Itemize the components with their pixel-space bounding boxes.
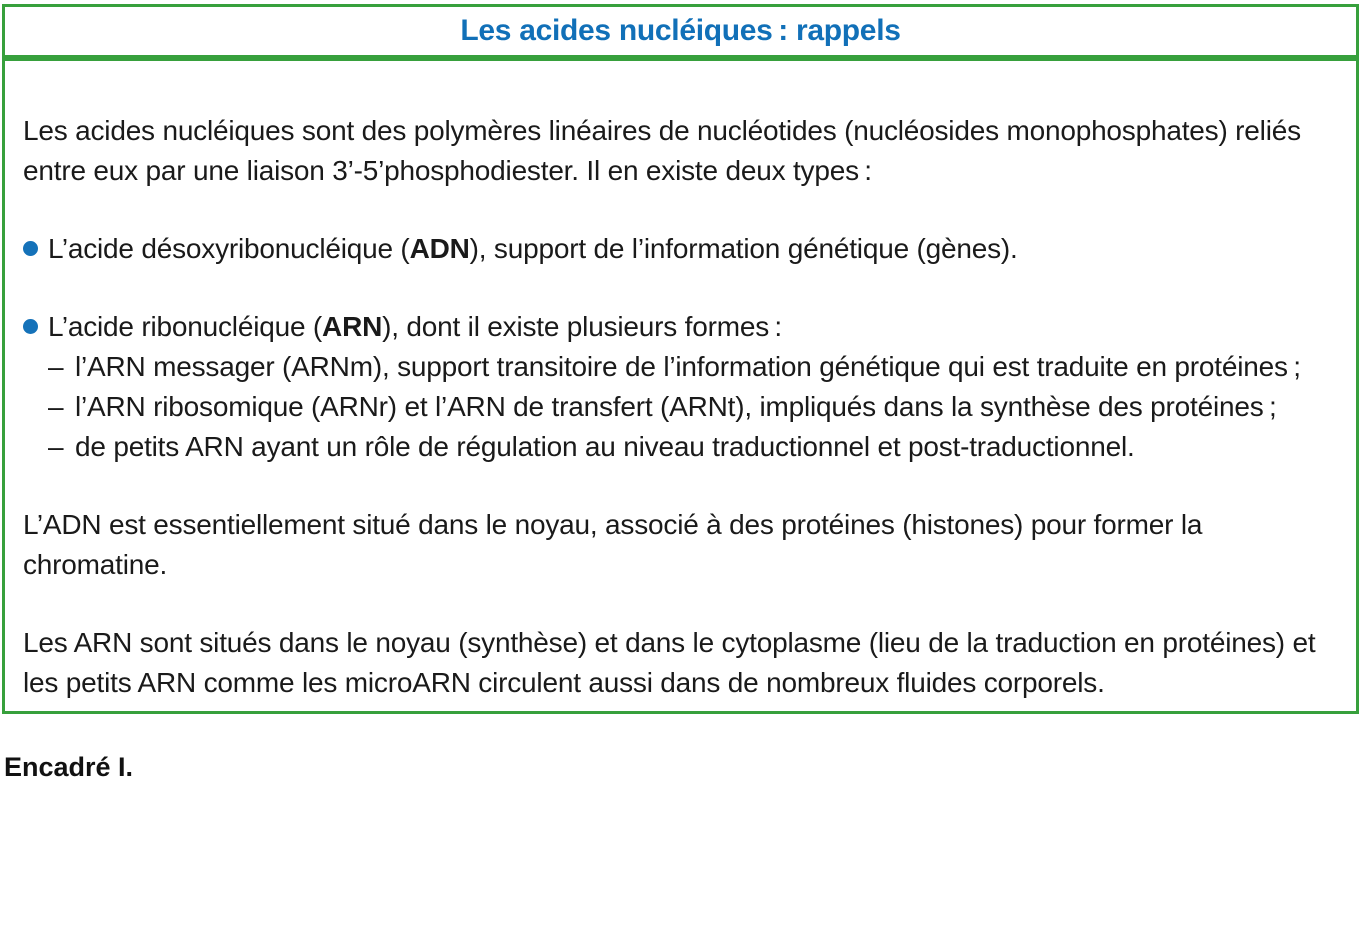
- bullet-arn-bold: ARN: [322, 311, 383, 342]
- content-box: [2, 58, 1359, 714]
- bullet-dot-icon: [23, 241, 38, 256]
- bullet-item-adn: [23, 229, 1336, 269]
- bullet-dot-icon: [23, 319, 38, 334]
- bullet-adn-suffix: ), support de l’information génétique (gènes).: [469, 233, 1018, 264]
- sub-item-petits-arn: [48, 427, 1336, 467]
- bullet-arn-prefix: L’acide ribonucléique (: [48, 311, 323, 342]
- sub-item-text: de petits ARN ayant un rôle de régulation au niveau traductionnel et post-traductionnel.: [75, 431, 1135, 462]
- bullet-arn-intro: [48, 307, 1336, 347]
- title-box: [2, 4, 1359, 58]
- bullet-arn-suffix: ), dont il existe plusieurs formes :: [382, 311, 783, 342]
- dash-marker: –: [48, 391, 64, 422]
- paragraph-arn-localisation: Les ARN sont situés dans le noyau (synthèse) et dans le cytoplasme (lieu de la traduction en protéines) et les petits ARN comme les microARN circulent aussi dans de nombreux fluides corporels.: [23, 627, 1316, 698]
- paragraph-adn-noyau: L’ADN est essentiellement situé dans le noyau, associé à des protéines (histones) pour former la chromatine.: [23, 509, 1203, 580]
- bullet-text-adn: [48, 229, 1336, 269]
- bullet-item-arn: [23, 307, 1336, 467]
- sub-item-arnr-arnt: [48, 387, 1336, 427]
- box-title: Les acides nucléiques : rappels: [460, 14, 901, 47]
- sub-item-arnm: [48, 347, 1336, 387]
- dash-marker: –: [48, 431, 64, 462]
- intro-paragraph: Les acides nucléiques sont des polymères linéaires de nucléotides (nucléosides monophosphates) reliés entre eux par une liaison 3’-5’phosphodiester. Il en existe deux types :: [23, 115, 1301, 186]
- bullet-adn-prefix: L’acide désoxyribonucléique (: [48, 233, 410, 264]
- dash-marker: –: [48, 351, 64, 382]
- sub-item-text: l’ARN messager (ARNm), support transitoire de l’information génétique qui est traduite en protéines ;: [75, 351, 1301, 382]
- bullet-adn-bold: ADN: [409, 233, 470, 264]
- figure-caption: Encadré I.: [4, 752, 134, 782]
- sub-item-text: l’ARN ribosomique (ARNr) et l’ARN de transfert (ARNt), impliqués dans la synthèse des protéines ;: [75, 391, 1277, 422]
- bullet-text-arn: [48, 307, 1336, 467]
